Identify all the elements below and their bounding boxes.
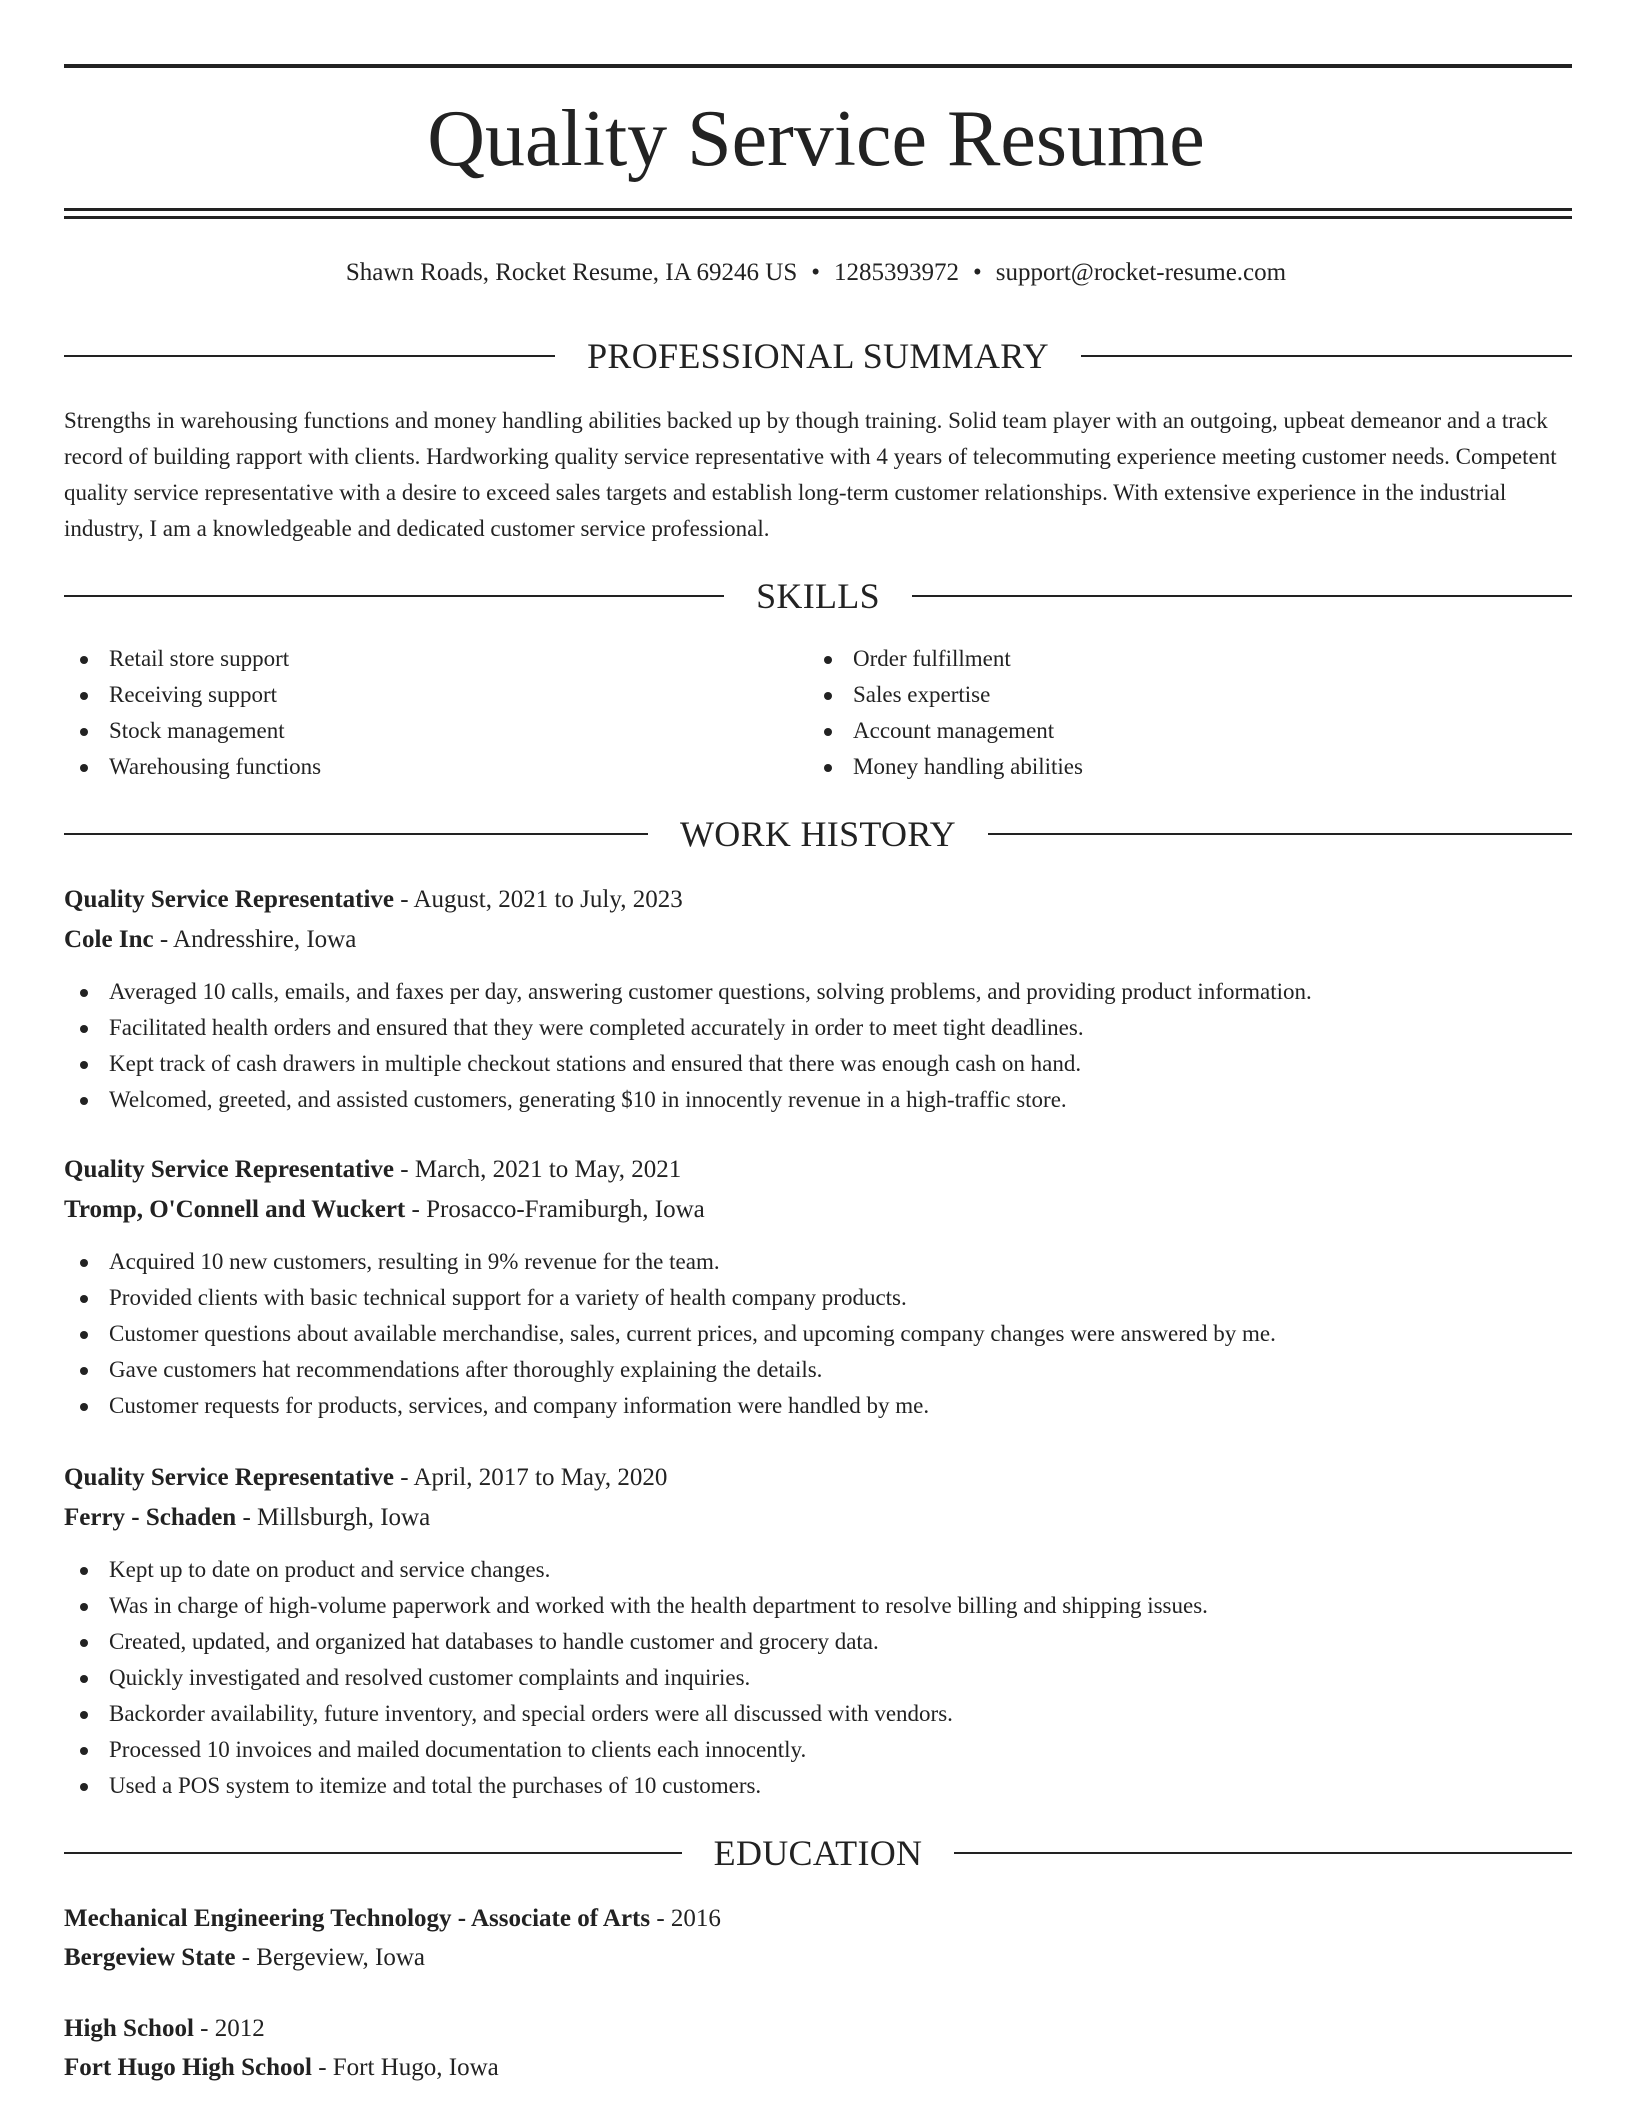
job-bullet: Backorder availability, future inventory, and special orders were all discussed with vendors.	[64, 1696, 1572, 1732]
divider-line	[1081, 355, 1572, 357]
section-title: SKILLS	[756, 576, 880, 616]
divider-line	[64, 355, 555, 357]
education-degree: High School	[64, 2015, 194, 2042]
contact-separator: •	[811, 259, 821, 286]
divider-line	[954, 1852, 1572, 1854]
job-location: - Andresshire, Iowa	[153, 926, 357, 953]
job-bullet: Acquired 10 new customers, resulting in 9% revenue for the team.	[64, 1244, 1572, 1280]
job-company: Cole Inc	[64, 926, 154, 953]
education-location: - Bergeview, Iowa	[235, 1944, 425, 1971]
skills-list-right	[808, 641, 1508, 785]
education-degree: Mechanical Engineering Technology - Associate of Arts	[64, 1905, 651, 1932]
job-company: Ferry - Schaden	[64, 1504, 237, 1531]
job-bullets	[64, 974, 1572, 1118]
divider-line	[64, 833, 648, 835]
job-bullet: Customer questions about available merchandise, sales, current prices, and upcoming company changes were answered by me.	[64, 1316, 1572, 1352]
job-bullet: Facilitated health orders and ensured that they were completed accurately in order to meet tight deadlines.	[64, 1010, 1572, 1046]
job-title: Quality Service Representative	[64, 1156, 395, 1183]
skill-item: Retail store support	[64, 641, 764, 677]
job-bullet: Kept track of cash drawers in multiple checkout stations and ensured that there was enough cash on hand.	[64, 1046, 1572, 1082]
skill-item: Stock management	[64, 713, 764, 749]
job-title-line	[64, 1152, 1572, 1188]
title-double-rule-top	[64, 208, 1572, 211]
summary-text: Strengths in warehousing functions and money handling abilities backed up by though training. Solid team player with an outgoing, upbeat demeanor and a track record of building rapport with clients. Hardworking quality service representative with 4 years of telecommuting experience meeting customer needs. Competent quality service representative with a desire to exceed sales targets and establish long-term customer relationships. With extensive experience in the industrial industry, I am a knowledgeable and dedicated customer service professional.	[64, 408, 1557, 541]
contact-address: Shawn Roads, Rocket Resume, IA 69246 US	[345, 259, 798, 286]
contact-email: support@rocket-resume.com	[995, 259, 1287, 286]
job-bullet: Customer requests for products, services, and company information were handled by me.	[64, 1388, 1572, 1424]
job-company-line	[64, 922, 1572, 958]
job-bullet: Was in charge of high-volume paperwork and worked with the health department to resolve billing and shipping issues.	[64, 1588, 1572, 1624]
education-year: - 2016	[650, 1905, 721, 1932]
education-degree-line	[64, 2011, 1572, 2047]
divider-line	[988, 833, 1572, 835]
job-bullets	[64, 1552, 1572, 1804]
job-bullet: Used a POS system to itemize and total the purchases of 10 customers.	[64, 1768, 1572, 1804]
education-location: - Fort Hugo, Iowa	[311, 2054, 499, 2081]
skill-item: Sales expertise	[808, 677, 1508, 713]
job-bullet: Provided clients with basic technical support for a variety of health company products.	[64, 1280, 1572, 1316]
education-school: Bergeview State	[64, 1944, 236, 1971]
job-title-line	[64, 882, 1572, 918]
skill-item: Money handling abilities	[808, 749, 1508, 785]
education-school-line	[64, 2050, 1572, 2086]
job-bullet: Processed 10 invoices and mailed documentation to clients each innocently.	[64, 1732, 1572, 1768]
section-title: WORK HISTORY	[680, 814, 956, 854]
job-bullet: Kept up to date on product and service changes.	[64, 1552, 1572, 1588]
skill-item: Warehousing functions	[64, 749, 764, 785]
job-bullet: Created, updated, and organized hat databases to handle customer and grocery data.	[64, 1624, 1572, 1660]
job-dates: - March, 2021 to May, 2021	[394, 1156, 682, 1183]
job-title: Quality Service Representative	[64, 886, 395, 913]
education-year: - 2012	[193, 2015, 265, 2042]
section-header-education	[64, 1831, 1572, 1875]
top-rule	[64, 64, 1572, 68]
section-header-work-history	[64, 812, 1572, 856]
contact-phone: 1285393972	[834, 259, 960, 286]
section-header-skills	[64, 574, 1572, 618]
skills-list-left	[64, 641, 764, 785]
education-school: Fort Hugo High School	[64, 2054, 312, 2081]
job-bullet: Quickly investigated and resolved customer complaints and inquiries.	[64, 1660, 1572, 1696]
page-title: Quality Service Resume	[427, 95, 1205, 183]
skill-item: Order fulfillment	[808, 641, 1508, 677]
job-location: - Prosacco-Framiburgh, Iowa	[405, 1196, 705, 1223]
job-title-line	[64, 1460, 1572, 1496]
education-degree-line	[64, 1901, 1572, 1937]
skill-item: Account management	[808, 713, 1508, 749]
job-location: - Millsburgh, Iowa	[236, 1504, 431, 1531]
section-title: EDUCATION	[713, 1833, 923, 1873]
education-school-line	[64, 1940, 1572, 1976]
contact-separator: •	[973, 259, 982, 286]
job-bullet: Welcomed, greeted, and assisted customers, generating $10 in innocently revenue in a high-traffic store.	[64, 1082, 1572, 1118]
divider-line	[64, 595, 724, 597]
job-bullets	[64, 1244, 1572, 1424]
title-double-rule-bottom	[64, 216, 1572, 219]
job-dates: - August, 2021 to July, 2023	[394, 886, 683, 913]
section-header-summary	[64, 334, 1572, 378]
divider-line	[64, 1852, 682, 1854]
job-title: Quality Service Representative	[64, 1464, 395, 1491]
job-dates: - April, 2017 to May, 2020	[394, 1464, 668, 1491]
contact-line	[0, 258, 1632, 288]
job-company-line	[64, 1192, 1572, 1228]
skill-item: Receiving support	[64, 677, 764, 713]
job-company: Tromp, O'Connell and Wuckert	[64, 1196, 406, 1223]
section-title: PROFESSIONAL SUMMARY	[587, 336, 1049, 376]
job-bullet: Gave customers hat recommendations after thoroughly explaining the details.	[64, 1352, 1572, 1388]
divider-line	[912, 595, 1572, 597]
job-company-line	[64, 1500, 1572, 1536]
job-bullet: Averaged 10 calls, emails, and faxes per day, answering customer questions, solving problems, and providing product information.	[64, 974, 1572, 1010]
